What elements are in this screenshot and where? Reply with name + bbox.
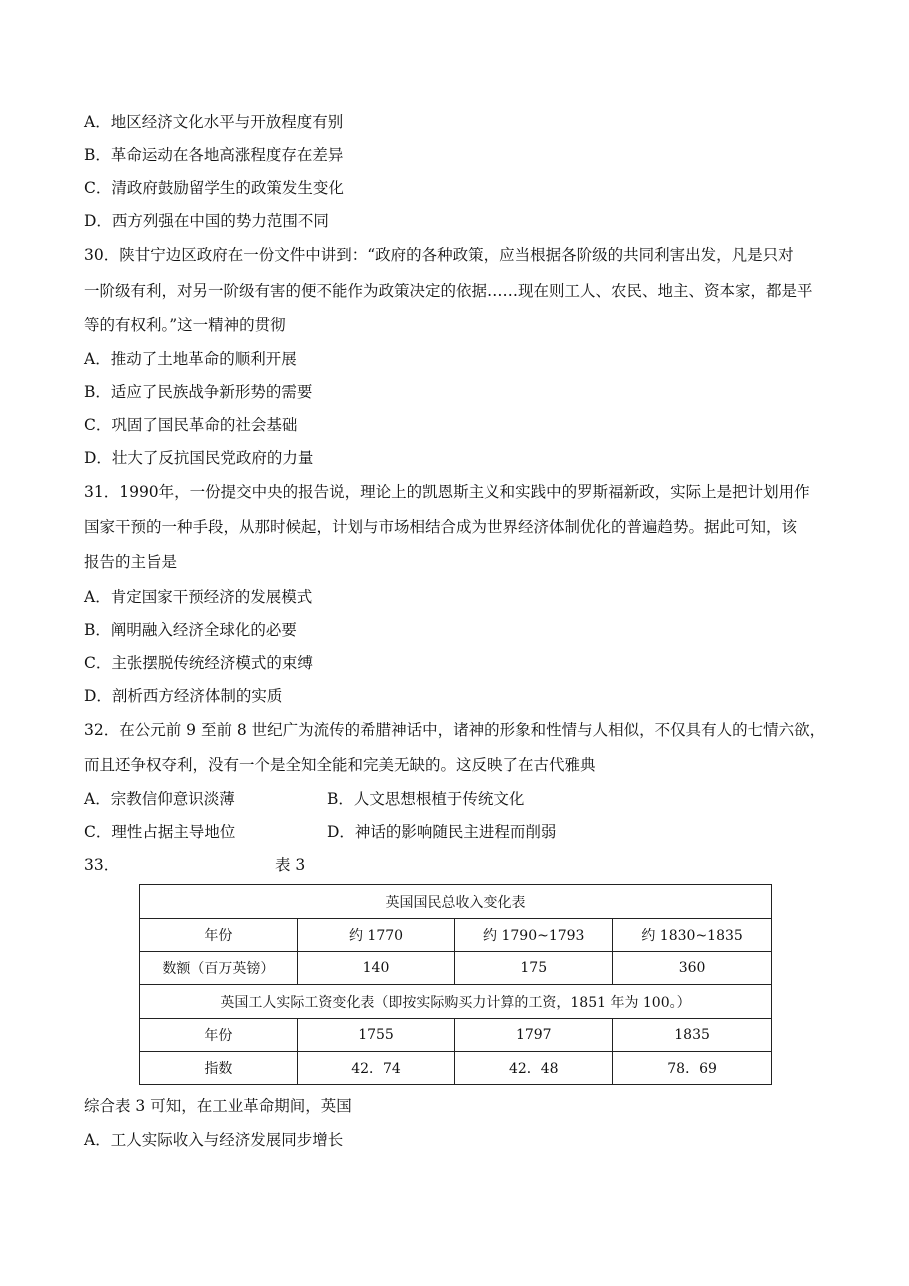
q33-data-table (139, 884, 772, 1090)
q30-option-c: C．巩固了国民革命的社会基础 (84, 416, 298, 434)
table-cell: 42．48 (455, 1052, 613, 1085)
q32-option-d: D．神话的影响随民主进程而削弱 (327, 823, 557, 841)
row-header-index: 指数 (140, 1052, 298, 1085)
q33-number: 33． (84, 856, 120, 874)
table-cell: 175 (455, 952, 613, 985)
q30-stem-line-1: 30．陕甘宁边区政府在一份文件中讲到：“政府的各种政策，应当根据各阶级的共同利害出发，凡是只对 (84, 246, 794, 264)
q30-option-b: B．适应了民族战争新形势的需要 (84, 383, 313, 401)
q30-stem-line-2: 一阶级有利，对另一阶级有害的便不能作为政策决定的依据……现在则工人、农民、地主、资本家，都是平 (84, 282, 813, 300)
row-header-year-1: 年份 (140, 919, 298, 952)
q31-option-b: B．阐明融入经济全球化的必要 (84, 621, 297, 639)
q30-option-d: D．壮大了反抗国民党政府的力量 (84, 449, 314, 467)
q31-stem-line-3: 报告的主旨是 (84, 553, 178, 571)
q29-option-d: D．西方列强在中国的势力范围不同 (84, 212, 329, 230)
q31-stem-line-2: 国家干预的一种手段，从那时候起，计划与市场相结合成为世界经济体制优化的普遍趋势。据此可知，该 (84, 518, 798, 536)
q31-option-c: C．主张摆脱传统经济模式的束缚 (84, 654, 313, 672)
table-cell: 140 (297, 952, 455, 985)
q30-option-a: A．推动了土地革命的顺利开展 (84, 350, 297, 368)
q33-stem: 综合表 3 可知，在工业革命期间，英国 (84, 1097, 352, 1115)
q29-option-c: C．清政府鼓励留学生的政策发生变化 (84, 179, 344, 197)
table-cell: 42．74 (297, 1052, 455, 1085)
q31-stem-line-1: 31．1990年，一份提交中央的报告说，理论上的凯恩斯主义和实践中的罗斯福新政，实际上是把计划用作 (84, 483, 810, 501)
q29-option-b: B．革命运动在各地高涨程度存在差异 (84, 146, 344, 164)
row-header-amount: 数额（百万英镑） (140, 952, 298, 985)
q33-option-a: A．工人实际收入与经济发展同步增长 (84, 1131, 344, 1149)
q30-stem-line-3: 等的有权利。”这一精神的贯彻 (84, 316, 286, 334)
wage-table-title: 英国工人实际工资变化表（即按实际购买力计算的工资，1851 年为 100。） (140, 985, 772, 1019)
table-cell: 1755 (297, 1019, 455, 1052)
table-cell: 1797 (455, 1019, 613, 1052)
table-cell: 约 1830~1835 (613, 919, 772, 952)
table-cell: 1835 (613, 1019, 772, 1052)
q29-option-a: A．地区经济文化水平与开放程度有别 (84, 113, 344, 131)
q32-option-a: A．宗教信仰意识淡薄 (84, 790, 235, 808)
q33-table-caption: 表 3 (275, 856, 306, 874)
income-table-title: 英国国民总收入变化表 (140, 885, 772, 919)
table-cell: 约 1770 (297, 919, 455, 952)
q32-option-c: C．理性占据主导地位 (84, 823, 236, 841)
q31-option-d: D．剖析西方经济体制的实质 (84, 687, 283, 705)
q32-stem-line-2: 而且还争权夺利，没有一个是全知全能和完美无缺的。这反映了在古代雅典 (84, 756, 596, 774)
table-cell: 约 1790~1793 (455, 919, 613, 952)
q32-option-b: B．人文思想根植于传统文化 (327, 790, 525, 808)
table-cell: 78．69 (613, 1052, 772, 1085)
q32-stem-line-1: 32．在公元前 9 至前 8 世纪广为流传的希腊神话中，诸神的形象和性情与人相似，不仅具有人的七情六欲， (84, 721, 826, 739)
table-cell: 360 (613, 952, 772, 985)
row-header-year-2: 年份 (140, 1019, 298, 1052)
q31-option-a: A．肯定国家干预经济的发展模式 (84, 588, 313, 606)
